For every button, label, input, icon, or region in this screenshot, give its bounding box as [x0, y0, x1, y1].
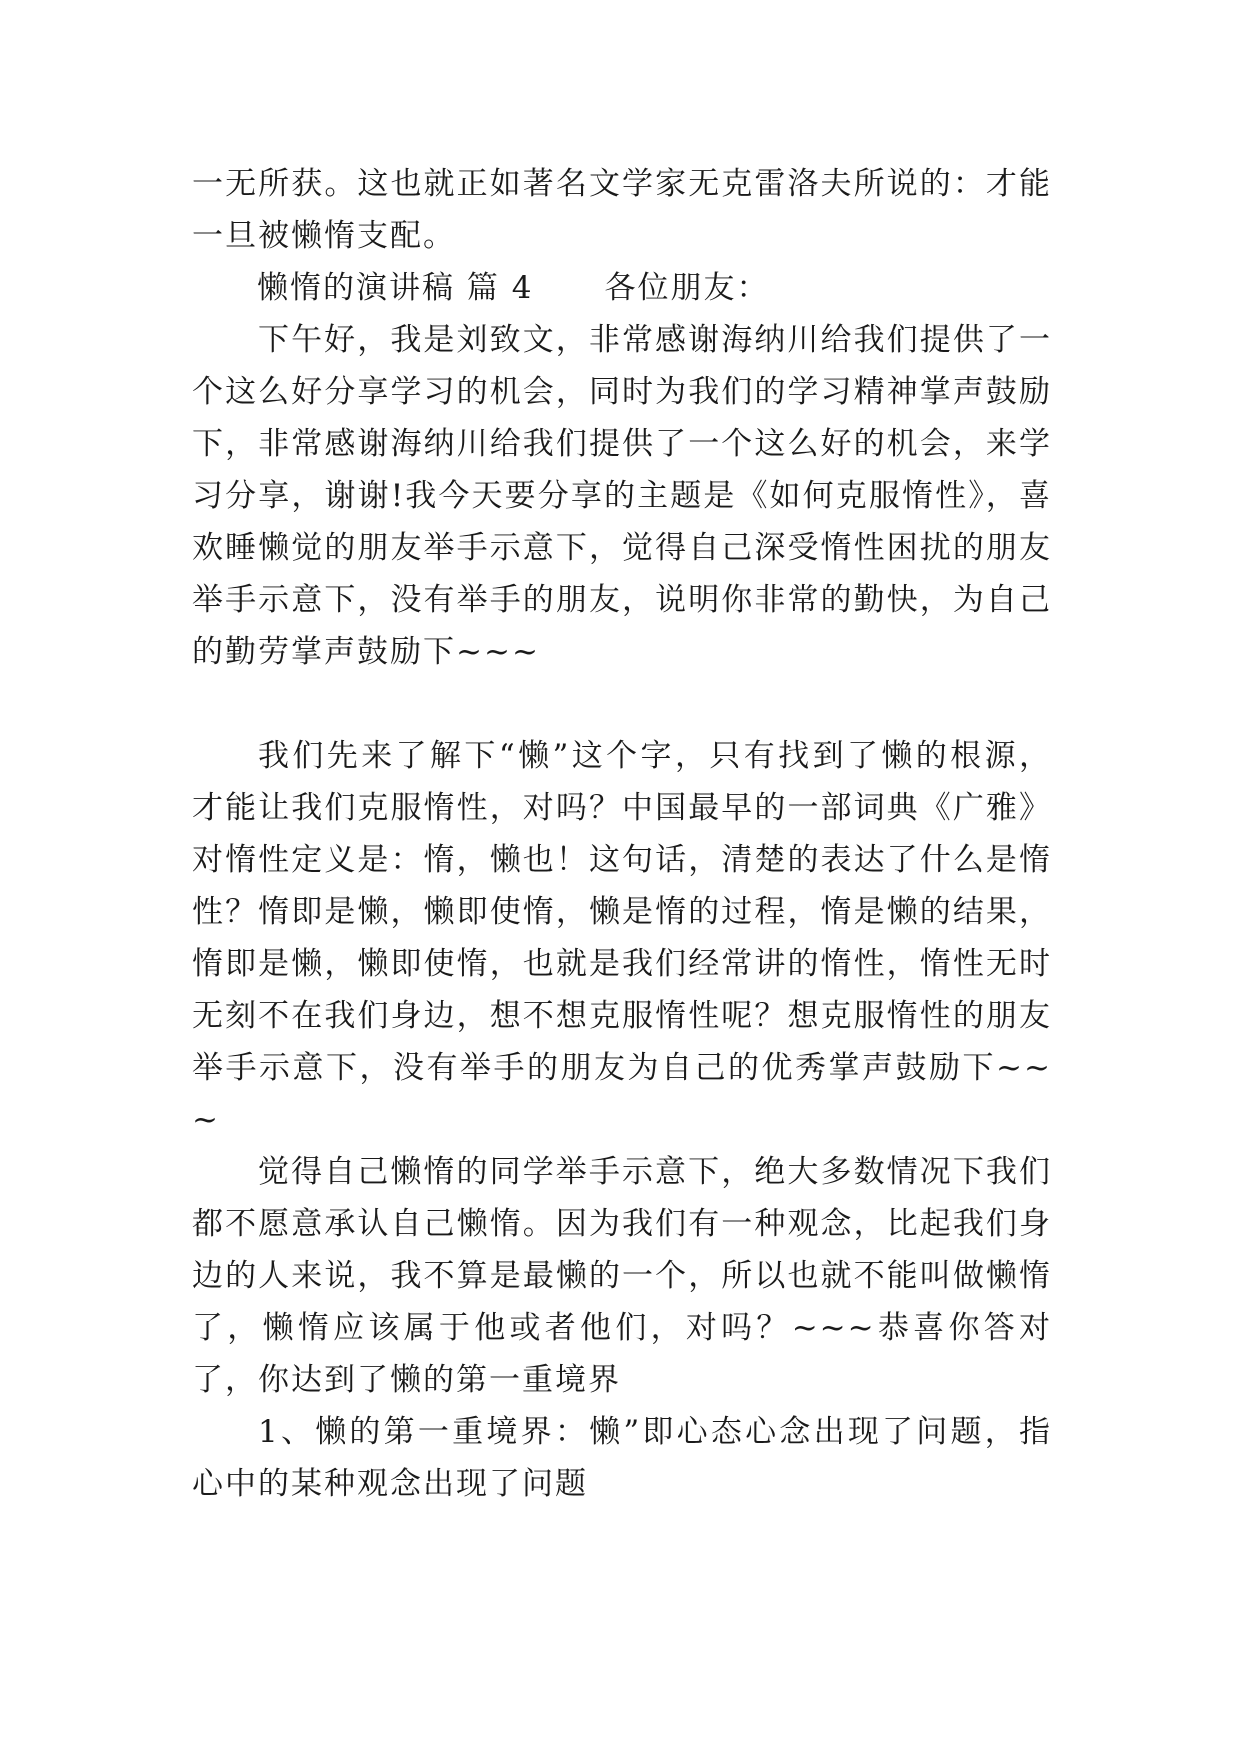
- paragraph-definition: 我们先来了解下“懒”这个字，只有找到了懒的根源，才能让我们克服惰性，对吗？中国最早的一部词典《广雅》对惰性定义是：惰，懒也！这句话，清楚的表达了什么是惰性？惰即是懒，懒即使惰，懒是惰的过程，惰是懒的结果，惰即是懒，懒即使惰，也就是我们经常讲的惰性，惰性无时无刻不在我们身边，想不想克服惰性呢？想克服惰性的朋友举手示意下，没有举手的朋友为自己的优秀掌声鼓励下~~~: [192, 738, 1052, 1138]
- paragraph-greeting: 下午好，我是刘致文，非常感谢海纳川给我们提供了一个这么好分享学习的机会，同时为我们的学习精神掌声鼓励下，非常感谢海纳川给我们提供了一个这么好的机会，来学习分享，谢谢!我今天要分享的主题是《如何克服惰性》，喜欢睡懒觉的朋友举手示意下，觉得自己深受惰性困扰的朋友举手示意下，没有举手的朋友，说明你非常的勤快，为自己的勤劳掌声鼓励下~~~: [192, 322, 1052, 670]
- section-heading: 懒惰的演讲稿 篇 4 各位朋友：: [257, 270, 770, 306]
- paragraph-first-level: 1、懒的第一重境界：懒”即心态心念出现了问题，指心中的某种观念出现了问题: [192, 1414, 1052, 1502]
- paragraph-admission: 觉得自己懒惰的同学举手示意下，绝大多数情况下我们都不愿意承认自己懒惰。因为我们有一种观念，比起我们身边的人来说，我不算是最懒的一个，所以也就不能叫做懒惰了，懒惰应该属于他或者他们，对吗？~~~恭喜你答对了，你达到了懒的第一重境界: [192, 1154, 1052, 1398]
- paragraph-continuation: 一无所获。这也就正如著名文学家无克雷洛夫所说的：才能一旦被懒惰支配。: [192, 166, 1052, 254]
